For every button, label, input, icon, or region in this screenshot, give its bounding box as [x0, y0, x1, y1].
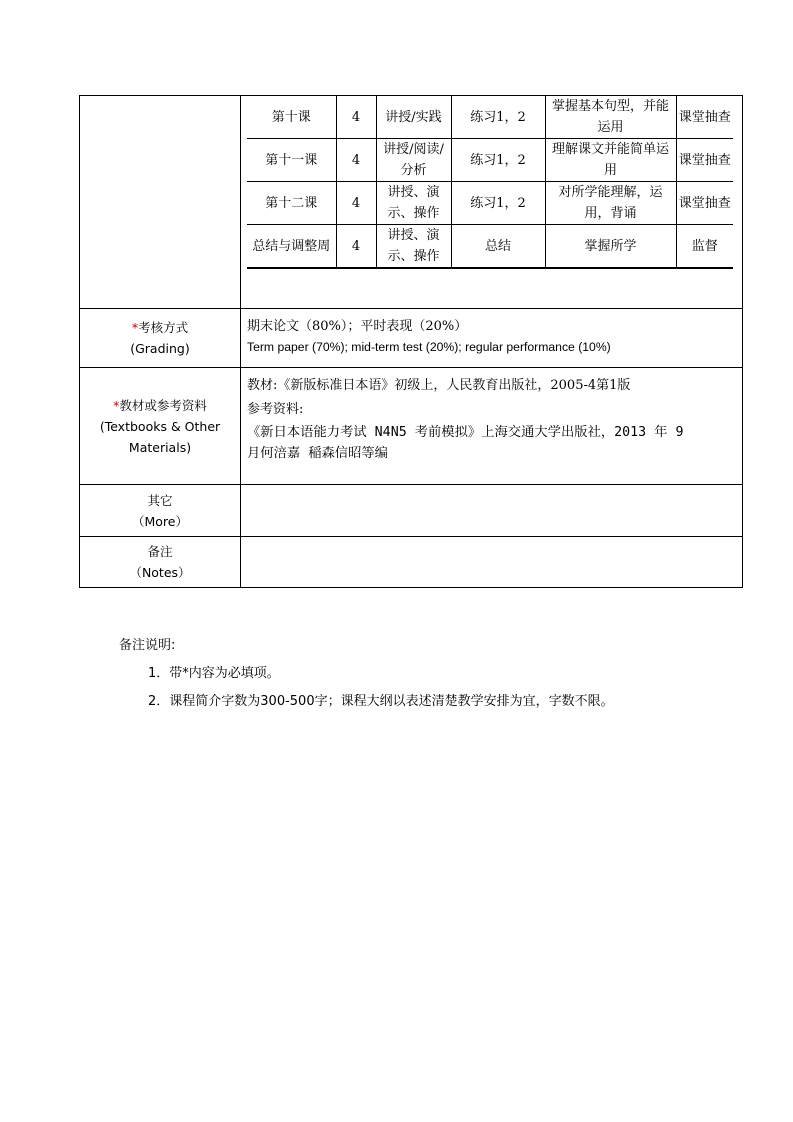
remarks-title: 备注说明:: [119, 638, 176, 653]
more-label: [80, 485, 241, 537]
syllabus-table: [79, 95, 743, 588]
grading-row: [80, 309, 743, 368]
schedule-cell-goal: 理解课文并能简单运用: [545, 139, 676, 182]
schedule-table-row: [247, 225, 733, 269]
notes-content: [241, 537, 743, 588]
notes-label-cn: 备注: [147, 544, 173, 559]
schedule-cell-method: 讲授/阅读/分析: [376, 139, 451, 182]
remark-item: 1．带*内容为必填项。: [148, 666, 280, 681]
schedule-table-row: [247, 139, 733, 182]
reference-line-1: 《新日本语能力考试 N4N5 考前模拟》上海交通大学出版社，2013 年 9: [247, 425, 684, 440]
schedule-cell-hours: 4: [336, 96, 376, 139]
notes-label: [80, 537, 241, 588]
schedule-cell-method: 讲授、演示、操作: [376, 225, 451, 269]
more-label-cn: 其它: [147, 492, 173, 508]
reference-line-2: 月何涪嘉 稲森信昭等编: [247, 446, 388, 461]
more-row: [80, 485, 743, 537]
schedule-label-cell: [80, 96, 241, 309]
schedule-cell-goal: 对所学能理解，运用，背诵: [545, 182, 676, 225]
materials-label: [80, 368, 241, 485]
schedule-table-row: [247, 182, 733, 225]
schedule-cell-lesson: 第十课: [247, 96, 336, 139]
schedule-table: [247, 96, 733, 269]
schedule-cell-lesson: 第十一课: [247, 139, 336, 182]
schedule-cell-check: 课堂抽查: [676, 96, 733, 139]
schedule-cell-goal: 掌握基本句型，并能运用: [545, 96, 676, 139]
schedule-cell: [241, 96, 743, 309]
grading-label-cn: 考核方式: [138, 320, 189, 335]
schedule-cell-method: 讲授、演示、操作: [376, 182, 451, 225]
schedule-row: [80, 96, 743, 309]
materials-label-en-2: Materials): [128, 439, 192, 455]
grading-content-cn: 期末论文（80%）；平时表现（20%）: [247, 319, 468, 334]
schedule-cell-exercise: 练习1，2: [451, 139, 545, 182]
reference-label: 参考资料:: [247, 402, 304, 417]
grading-content-en: Term paper (70%); mid-term test (20%); regular performance (10%): [247, 340, 611, 354]
materials-content: [241, 368, 743, 485]
schedule-cell-exercise: 练习1，2: [451, 96, 545, 139]
schedule-cell-method: 讲授/实践: [376, 96, 451, 139]
textbook-text: 教材:《新版标准日本语》初级上，人民教育出版社，2005-4第1版: [247, 378, 631, 393]
more-content: [241, 485, 743, 537]
schedule-table-row: [247, 96, 733, 139]
grading-content: [241, 309, 743, 368]
materials-label-en-1: (Textbooks & Other: [99, 418, 221, 434]
schedule-cell-hours: 4: [336, 139, 376, 182]
notes-label-en: （Notes）: [129, 565, 191, 580]
grading-label: [80, 309, 241, 368]
more-label-en: （More）: [132, 513, 188, 529]
materials-row: [80, 368, 743, 485]
schedule-cell-goal: 掌握所学: [545, 225, 676, 269]
materials-label-cn: 教材或参考资料: [119, 397, 207, 413]
required-star: *: [131, 320, 139, 335]
remarks-section: [119, 632, 614, 716]
schedule-cell-check: 课堂抽查: [676, 182, 733, 225]
schedule-cell-hours: 4: [336, 182, 376, 225]
schedule-cell-exercise: 总结: [451, 225, 545, 269]
notes-row: [80, 537, 743, 588]
schedule-cell-check: 课堂抽查: [676, 139, 733, 182]
schedule-cell-lesson: 第十二课: [247, 182, 336, 225]
remark-item: 2．课程简介字数为300-500字；课程大纲以表述清楚教学安排为宜，字数不限。: [148, 694, 614, 709]
grading-label-en: (Grading): [130, 341, 190, 356]
schedule-cell-hours: 4: [336, 225, 376, 269]
schedule-cell-exercise: 练习1，2: [451, 182, 545, 225]
required-star: *: [113, 397, 120, 413]
schedule-cell-lesson: 总结与调整周: [247, 225, 336, 269]
schedule-cell-check: 监督: [676, 225, 733, 269]
